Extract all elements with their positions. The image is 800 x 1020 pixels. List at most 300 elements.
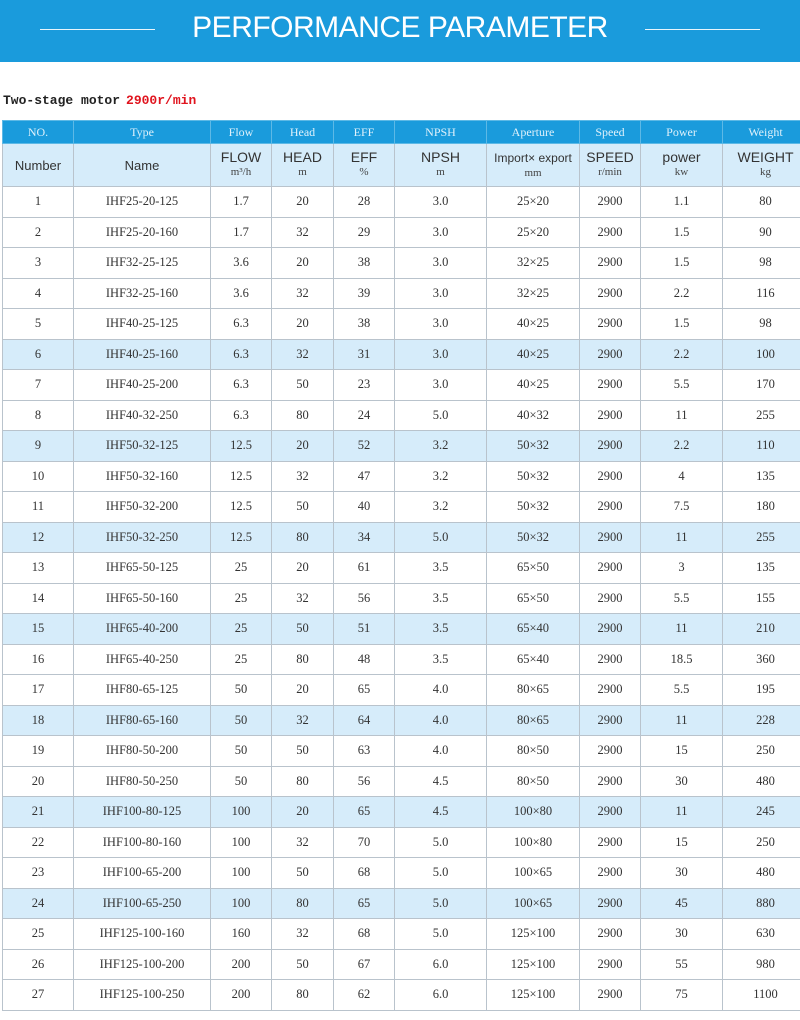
cell-power: 1.5	[641, 248, 723, 279]
header-row-top	[3, 121, 800, 144]
cell-aperture: 100×65	[487, 888, 580, 919]
cell-head: 20	[272, 431, 334, 462]
table-row	[3, 888, 800, 919]
cell-npsh: 3.0	[395, 248, 487, 279]
cell-eff: 68	[334, 858, 395, 889]
cell-type: IHF65-40-250	[74, 644, 211, 675]
cell-speed: 2900	[580, 370, 641, 401]
cell-type: IHF125-100-250	[74, 980, 211, 1011]
cell-flow: 25	[211, 644, 272, 675]
cell-speed: 2900	[580, 431, 641, 462]
cell-power: 11	[641, 522, 723, 553]
cell-type: IHF25-20-125	[74, 187, 211, 218]
header-npsh-unit: m	[436, 166, 445, 178]
cell-weight: 135	[723, 461, 800, 492]
cell-head: 20	[272, 248, 334, 279]
cell-no: 13	[3, 553, 74, 584]
cell-head: 32	[272, 217, 334, 248]
cell-speed: 2900	[580, 644, 641, 675]
cell-head: 32	[272, 705, 334, 736]
cell-head: 50	[272, 736, 334, 767]
cell-head: 80	[272, 888, 334, 919]
cell-aperture: 65×50	[487, 553, 580, 584]
cell-type: IHF100-65-250	[74, 888, 211, 919]
cell-npsh: 3.5	[395, 583, 487, 614]
cell-flow: 12.5	[211, 461, 272, 492]
cell-no: 25	[3, 919, 74, 950]
cell-weight: 980	[723, 949, 800, 980]
header-eff-label: EFF	[350, 149, 378, 165]
cell-weight: 250	[723, 827, 800, 858]
cell-power: 4	[641, 461, 723, 492]
cell-no: 22	[3, 827, 74, 858]
cell-flow: 50	[211, 675, 272, 706]
cell-power: 5.5	[641, 583, 723, 614]
header-speed-unit: r/min	[598, 166, 622, 178]
cell-speed: 2900	[580, 248, 641, 279]
cell-power: 5.5	[641, 675, 723, 706]
cell-flow: 6.3	[211, 339, 272, 370]
cell-head: 80	[272, 522, 334, 553]
header-head-unit: m	[298, 166, 307, 178]
header-npsh-label: NPSH	[421, 149, 460, 165]
cell-flow: 100	[211, 827, 272, 858]
cell-head: 20	[272, 187, 334, 218]
cell-weight: 98	[723, 309, 800, 340]
cell-no: 10	[3, 461, 74, 492]
cell-weight: 100	[723, 339, 800, 370]
cell-head: 50	[272, 370, 334, 401]
cell-power: 15	[641, 736, 723, 767]
cell-speed: 2900	[580, 522, 641, 553]
cell-flow: 12.5	[211, 522, 272, 553]
cell-npsh: 4.0	[395, 675, 487, 706]
header-power-unit: kw	[674, 166, 689, 178]
cell-head: 50	[272, 858, 334, 889]
cell-head: 32	[272, 919, 334, 950]
cell-aperture: 50×32	[487, 431, 580, 462]
cell-flow: 25	[211, 614, 272, 645]
cell-eff: 40	[334, 492, 395, 523]
cell-weight: 228	[723, 705, 800, 736]
cell-aperture: 25×20	[487, 217, 580, 248]
table-row	[3, 705, 800, 736]
motor-type-label: Two-stage motor	[3, 93, 121, 108]
table-row	[3, 522, 800, 553]
cell-no: 4	[3, 278, 74, 309]
cell-aperture: 80×65	[487, 705, 580, 736]
cell-eff: 67	[334, 949, 395, 980]
cell-eff: 29	[334, 217, 395, 248]
cell-type: IHF40-25-200	[74, 370, 211, 401]
cell-power: 2.2	[641, 339, 723, 370]
cell-no: 21	[3, 797, 74, 828]
header-power-label: power	[662, 149, 701, 165]
cell-weight: 255	[723, 400, 800, 431]
header-name-label: Name	[124, 157, 160, 173]
cell-eff: 65	[334, 797, 395, 828]
cell-type: IHF25-20-160	[74, 217, 211, 248]
cell-flow: 12.5	[211, 492, 272, 523]
header-top-aperture: Aperture	[487, 121, 580, 144]
table-row	[3, 614, 800, 645]
cell-no: 3	[3, 248, 74, 279]
cell-weight: 155	[723, 583, 800, 614]
cell-type: IHF80-50-250	[74, 766, 211, 797]
cell-power: 1.1	[641, 187, 723, 218]
cell-eff: 51	[334, 614, 395, 645]
cell-npsh: 5.0	[395, 827, 487, 858]
cell-power: 75	[641, 980, 723, 1011]
header-top-weight: Weight	[723, 121, 800, 144]
cell-eff: 56	[334, 583, 395, 614]
table-row	[3, 278, 800, 309]
header-top-power: Power	[641, 121, 723, 144]
cell-head: 20	[272, 797, 334, 828]
table-row	[3, 339, 800, 370]
cell-power: 11	[641, 705, 723, 736]
title-banner	[0, 0, 800, 62]
motor-speed-label: 2900r/min	[126, 93, 197, 108]
motor-subtitle	[3, 93, 196, 108]
table-row	[3, 431, 800, 462]
cell-npsh: 3.2	[395, 461, 487, 492]
cell-speed: 2900	[580, 309, 641, 340]
cell-power: 7.5	[641, 492, 723, 523]
cell-flow: 6.3	[211, 309, 272, 340]
cell-flow: 25	[211, 553, 272, 584]
cell-speed: 2900	[580, 492, 641, 523]
cell-type: IHF100-80-125	[74, 797, 211, 828]
header-flow-unit: m³/h	[230, 166, 252, 178]
cell-eff: 48	[334, 644, 395, 675]
cell-npsh: 3.5	[395, 644, 487, 675]
table-row	[3, 583, 800, 614]
cell-npsh: 3.5	[395, 553, 487, 584]
cell-no: 15	[3, 614, 74, 645]
cell-type: IHF65-40-200	[74, 614, 211, 645]
cell-npsh: 3.0	[395, 278, 487, 309]
header-weight-unit: kg	[760, 166, 771, 178]
cell-flow: 1.7	[211, 217, 272, 248]
header-number	[3, 144, 74, 187]
cell-head: 50	[272, 492, 334, 523]
cell-aperture: 125×100	[487, 980, 580, 1011]
cell-aperture: 25×20	[487, 187, 580, 218]
cell-weight: 480	[723, 766, 800, 797]
cell-eff: 63	[334, 736, 395, 767]
cell-power: 30	[641, 766, 723, 797]
cell-no: 5	[3, 309, 74, 340]
cell-power: 45	[641, 888, 723, 919]
header-weight	[723, 144, 800, 187]
cell-type: IHF40-32-250	[74, 400, 211, 431]
table-row	[3, 248, 800, 279]
cell-head: 80	[272, 980, 334, 1011]
cell-type: IHF65-50-125	[74, 553, 211, 584]
table-row	[3, 980, 800, 1011]
cell-type: IHF125-100-160	[74, 919, 211, 950]
cell-speed: 2900	[580, 217, 641, 248]
cell-eff: 68	[334, 919, 395, 950]
cell-weight: 90	[723, 217, 800, 248]
cell-head: 80	[272, 400, 334, 431]
table-row	[3, 949, 800, 980]
cell-type: IHF80-50-200	[74, 736, 211, 767]
cell-aperture: 100×65	[487, 858, 580, 889]
cell-head: 20	[272, 553, 334, 584]
cell-speed: 2900	[580, 675, 641, 706]
header-npsh	[395, 144, 487, 187]
cell-flow: 12.5	[211, 431, 272, 462]
cell-eff: 38	[334, 248, 395, 279]
cell-speed: 2900	[580, 919, 641, 950]
cell-eff: 64	[334, 705, 395, 736]
cell-npsh: 5.0	[395, 858, 487, 889]
cell-flow: 50	[211, 705, 272, 736]
cell-weight: 250	[723, 736, 800, 767]
cell-type: IHF80-65-160	[74, 705, 211, 736]
table-row	[3, 736, 800, 767]
cell-no: 14	[3, 583, 74, 614]
cell-head: 32	[272, 827, 334, 858]
header-flow-label: FLOW	[220, 149, 262, 165]
cell-flow: 6.3	[211, 370, 272, 401]
cell-speed: 2900	[580, 400, 641, 431]
cell-npsh: 5.0	[395, 522, 487, 553]
cell-npsh: 3.0	[395, 309, 487, 340]
cell-npsh: 3.0	[395, 187, 487, 218]
cell-aperture: 80×50	[487, 736, 580, 767]
cell-no: 6	[3, 339, 74, 370]
cell-npsh: 3.0	[395, 370, 487, 401]
cell-no: 9	[3, 431, 74, 462]
cell-aperture: 50×32	[487, 492, 580, 523]
cell-weight: 210	[723, 614, 800, 645]
cell-weight: 80	[723, 187, 800, 218]
cell-type: IHF100-80-160	[74, 827, 211, 858]
header-name	[74, 144, 211, 187]
cell-type: IHF32-25-125	[74, 248, 211, 279]
cell-npsh: 5.0	[395, 919, 487, 950]
table-body	[3, 187, 800, 1011]
cell-weight: 195	[723, 675, 800, 706]
header-speed	[580, 144, 641, 187]
cell-type: IHF50-32-250	[74, 522, 211, 553]
cell-eff: 65	[334, 888, 395, 919]
cell-no: 23	[3, 858, 74, 889]
cell-head: 50	[272, 614, 334, 645]
cell-weight: 630	[723, 919, 800, 950]
cell-eff: 39	[334, 278, 395, 309]
cell-eff: 65	[334, 675, 395, 706]
cell-aperture: 80×50	[487, 766, 580, 797]
cell-head: 32	[272, 278, 334, 309]
cell-aperture: 40×25	[487, 309, 580, 340]
cell-aperture: 100×80	[487, 827, 580, 858]
cell-weight: 245	[723, 797, 800, 828]
header-number-label: Number	[14, 157, 62, 173]
cell-speed: 2900	[580, 553, 641, 584]
cell-npsh: 5.0	[395, 400, 487, 431]
cell-weight: 180	[723, 492, 800, 523]
header-eff-unit: %	[359, 166, 369, 178]
cell-aperture: 65×50	[487, 583, 580, 614]
cell-head: 50	[272, 949, 334, 980]
cell-weight: 110	[723, 431, 800, 462]
cell-type: IHF100-65-200	[74, 858, 211, 889]
cell-type: IHF125-100-200	[74, 949, 211, 980]
cell-eff: 38	[334, 309, 395, 340]
cell-speed: 2900	[580, 949, 641, 980]
cell-flow: 1.7	[211, 187, 272, 218]
cell-no: 2	[3, 217, 74, 248]
table-row	[3, 187, 800, 218]
cell-eff: 52	[334, 431, 395, 462]
cell-weight: 170	[723, 370, 800, 401]
cell-speed: 2900	[580, 766, 641, 797]
cell-type: IHF50-32-125	[74, 431, 211, 462]
cell-power: 18.5	[641, 644, 723, 675]
cell-power: 15	[641, 827, 723, 858]
cell-aperture: 50×32	[487, 461, 580, 492]
cell-weight: 360	[723, 644, 800, 675]
cell-speed: 2900	[580, 583, 641, 614]
header-power	[641, 144, 723, 187]
cell-no: 18	[3, 705, 74, 736]
cell-npsh: 3.0	[395, 217, 487, 248]
cell-npsh: 5.0	[395, 888, 487, 919]
cell-flow: 50	[211, 766, 272, 797]
cell-power: 1.5	[641, 217, 723, 248]
cell-flow: 50	[211, 736, 272, 767]
header-head-label: HEAD	[283, 149, 322, 165]
cell-aperture: 125×100	[487, 919, 580, 950]
table-row	[3, 675, 800, 706]
cell-speed: 2900	[580, 736, 641, 767]
cell-weight: 98	[723, 248, 800, 279]
cell-type: IHF50-32-200	[74, 492, 211, 523]
cell-eff: 56	[334, 766, 395, 797]
cell-speed: 2900	[580, 614, 641, 645]
header-top-eff: EFF	[334, 121, 395, 144]
cell-aperture: 40×25	[487, 370, 580, 401]
header-top-no: NO.	[3, 121, 74, 144]
cell-aperture: 40×25	[487, 339, 580, 370]
cell-no: 27	[3, 980, 74, 1011]
cell-no: 1	[3, 187, 74, 218]
cell-flow: 6.3	[211, 400, 272, 431]
cell-no: 11	[3, 492, 74, 523]
cell-speed: 2900	[580, 827, 641, 858]
cell-aperture: 32×25	[487, 248, 580, 279]
cell-speed: 2900	[580, 278, 641, 309]
header-head	[272, 144, 334, 187]
header-aperture	[487, 144, 580, 187]
banner-divider-right	[645, 29, 760, 30]
cell-npsh: 3.5	[395, 614, 487, 645]
cell-npsh: 6.0	[395, 980, 487, 1011]
cell-head: 20	[272, 675, 334, 706]
header-aperture-unit: mm	[524, 166, 542, 179]
cell-weight: 880	[723, 888, 800, 919]
cell-power: 1.5	[641, 309, 723, 340]
cell-npsh: 6.0	[395, 949, 487, 980]
cell-weight: 1100	[723, 980, 800, 1011]
cell-power: 30	[641, 919, 723, 950]
table-row	[3, 797, 800, 828]
cell-eff: 70	[334, 827, 395, 858]
cell-aperture: 65×40	[487, 644, 580, 675]
cell-speed: 2900	[580, 187, 641, 218]
cell-flow: 3.6	[211, 278, 272, 309]
cell-flow: 200	[211, 949, 272, 980]
cell-weight: 135	[723, 553, 800, 584]
cell-power: 30	[641, 858, 723, 889]
cell-head: 20	[272, 309, 334, 340]
cell-no: 19	[3, 736, 74, 767]
performance-table	[2, 120, 800, 1011]
header-top-type: Type	[74, 121, 211, 144]
table-row	[3, 370, 800, 401]
cell-type: IHF32-25-160	[74, 278, 211, 309]
cell-eff: 34	[334, 522, 395, 553]
cell-aperture: 100×80	[487, 797, 580, 828]
cell-eff: 31	[334, 339, 395, 370]
table-row	[3, 461, 800, 492]
cell-speed: 2900	[580, 858, 641, 889]
cell-flow: 100	[211, 797, 272, 828]
cell-aperture: 80×65	[487, 675, 580, 706]
table-row	[3, 553, 800, 584]
cell-aperture: 32×25	[487, 278, 580, 309]
cell-power: 11	[641, 614, 723, 645]
cell-aperture: 40×32	[487, 400, 580, 431]
cell-aperture: 125×100	[487, 949, 580, 980]
cell-no: 26	[3, 949, 74, 980]
header-eff	[334, 144, 395, 187]
cell-speed: 2900	[580, 461, 641, 492]
cell-no: 16	[3, 644, 74, 675]
cell-power: 2.2	[641, 278, 723, 309]
header-speed-label: SPEED	[586, 149, 634, 165]
page-title: PERFORMANCE PARAMETER	[192, 11, 608, 44]
table-row	[3, 492, 800, 523]
cell-power: 5.5	[641, 370, 723, 401]
cell-weight: 116	[723, 278, 800, 309]
cell-eff: 47	[334, 461, 395, 492]
cell-flow: 3.6	[211, 248, 272, 279]
cell-eff: 28	[334, 187, 395, 218]
cell-npsh: 3.0	[395, 339, 487, 370]
cell-speed: 2900	[580, 980, 641, 1011]
cell-flow: 25	[211, 583, 272, 614]
cell-power: 2.2	[641, 431, 723, 462]
header-top-flow: Flow	[211, 121, 272, 144]
cell-head: 32	[272, 461, 334, 492]
cell-no: 8	[3, 400, 74, 431]
cell-flow: 100	[211, 888, 272, 919]
cell-weight: 255	[723, 522, 800, 553]
header-top-head: Head	[272, 121, 334, 144]
cell-npsh: 4.5	[395, 766, 487, 797]
cell-speed: 2900	[580, 888, 641, 919]
cell-speed: 2900	[580, 797, 641, 828]
cell-npsh: 3.2	[395, 431, 487, 462]
header-top-speed: Speed	[580, 121, 641, 144]
cell-type: IHF80-65-125	[74, 675, 211, 706]
header-aperture-label: Import× export	[494, 150, 572, 165]
